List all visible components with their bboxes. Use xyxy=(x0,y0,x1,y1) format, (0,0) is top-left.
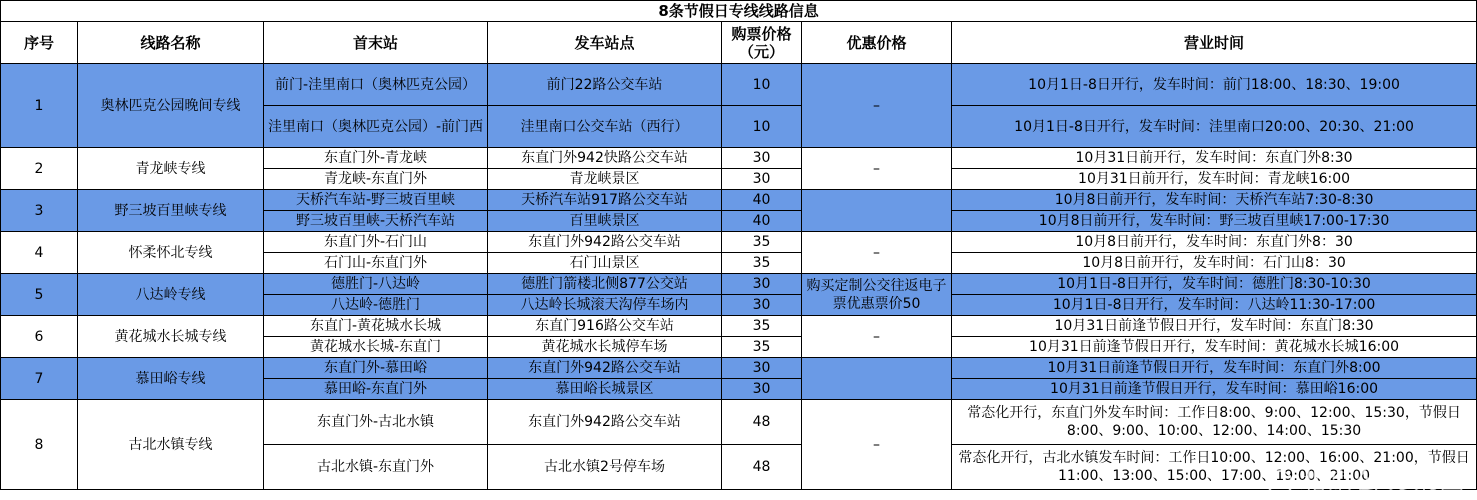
table-row xyxy=(1,148,1477,169)
route-price: 30 xyxy=(722,274,802,295)
table-title: 8条节假日专线线路信息 xyxy=(1,1,1477,22)
route-depart: 黄花城水长城停车场 xyxy=(488,337,722,358)
route-hours: 10月31日前逢节假日开行，发车时间：东直门外8:00 xyxy=(952,358,1477,379)
route-price: 30 xyxy=(722,169,802,190)
route-hours: 10月8日前开行，发车时间：石门山8：30 xyxy=(952,253,1477,274)
route-stations: 青龙峡-东直门外 xyxy=(264,169,488,190)
route-name: 黄花城水长城专线 xyxy=(78,316,264,358)
route-hours: 10月31日前逢节假日开行，发车时间：慕田峪16:00 xyxy=(952,379,1477,400)
route-stations: 黄花城水长城-东直门 xyxy=(264,337,488,358)
route-price: 30 xyxy=(722,295,802,316)
route-discount: – xyxy=(802,148,952,190)
route-depart: 慕田峪长城景区 xyxy=(488,379,722,400)
route-price: 35 xyxy=(722,337,802,358)
route-price: 30 xyxy=(722,379,802,400)
route-depart: 东直门916路公交车站 xyxy=(488,316,722,337)
route-name: 怀柔怀北专线 xyxy=(78,232,264,274)
route-name: 青龙峡专线 xyxy=(78,148,264,190)
route-no: 7 xyxy=(1,358,78,400)
route-depart: 东直门外942快路公交车站 xyxy=(488,148,722,169)
route-depart: 百里峡景区 xyxy=(488,211,722,232)
table-row xyxy=(1,400,1477,445)
route-stations: 八达岭-德胜门 xyxy=(264,295,488,316)
route-name: 古北水镇专线 xyxy=(78,400,264,490)
route-hours: 10月8日前开行，发车时间：野三坡百里峡17:00-17:30 xyxy=(952,211,1477,232)
route-depart: 东直门外942路公交车站 xyxy=(488,358,722,379)
route-discount: – xyxy=(802,232,952,274)
route-discount xyxy=(802,190,952,232)
route-depart: 天桥汽车站917路公交车站 xyxy=(488,190,722,211)
route-price: 30 xyxy=(722,148,802,169)
route-depart: 洼里南口公交车站（西行） xyxy=(488,106,722,148)
route-hours: 10月1日-8日开行，发车时间：德胜门8:30-10:30 xyxy=(952,274,1477,295)
header-no: 序号 xyxy=(1,22,78,64)
table-row xyxy=(1,274,1477,295)
route-stations: 前门-洼里南口（奥林匹克公园） xyxy=(264,64,488,106)
route-price: 35 xyxy=(722,253,802,274)
route-price: 48 xyxy=(722,445,802,490)
route-hours: 10月1日-8日开行，发车时间：前门18:00、18:30、19:00 xyxy=(952,64,1477,106)
route-hours: 10月31日前开行，发车时间：东直门外8:30 xyxy=(952,148,1477,169)
route-stations: 天桥汽车站-野三坡百里峡 xyxy=(264,190,488,211)
route-discount: – xyxy=(802,316,952,358)
route-stations: 东直门外-石门山 xyxy=(264,232,488,253)
route-discount: – xyxy=(802,64,952,148)
route-stations: 德胜门-八达岭 xyxy=(264,274,488,295)
route-price: 35 xyxy=(722,316,802,337)
header-stations: 首末站 xyxy=(264,22,488,64)
route-price: 10 xyxy=(722,106,802,148)
route-name: 奥林匹克公园晚间专线 xyxy=(78,64,264,148)
route-stations: 古北水镇-东直门外 xyxy=(264,445,488,490)
watermark-text: 北京公交集团 xyxy=(1298,467,1467,497)
header-price: 购票价格（元） xyxy=(722,22,802,64)
route-discount: – xyxy=(802,400,952,490)
route-no: 3 xyxy=(1,190,78,232)
table-row xyxy=(1,190,1477,211)
route-hours: 常态化开行，古北水镇发车时间：工作日10:00、12:00、16:00、21:00，节假日11:00、13:00、15:00、17:00、19:00、21:00 xyxy=(952,445,1477,490)
table-row xyxy=(1,232,1477,253)
route-hours: 10月31日前逢节假日开行，发车时间：黄花城水长城16:00 xyxy=(952,337,1477,358)
route-discount: 购买定制公交往返电子票优惠票价50 xyxy=(802,274,952,316)
route-no: 4 xyxy=(1,232,78,274)
table-row xyxy=(1,358,1477,379)
route-stations: 东直门外-慕田峪 xyxy=(264,358,488,379)
route-no: 6 xyxy=(1,316,78,358)
route-hours: 10月8日前开行，发车时间：东直门外8：30 xyxy=(952,232,1477,253)
route-discount xyxy=(802,358,952,400)
route-price: 10 xyxy=(722,64,802,106)
route-hours: 10月31日前开行，发车时间：青龙峡16:00 xyxy=(952,169,1477,190)
route-hours: 常态化开行，东直门外发车时间：工作日8:00、9:00、12:00、15:30，节假日8:00、9:00、10:00、12:00、14:00、15:30 xyxy=(952,400,1477,445)
route-price: 35 xyxy=(722,232,802,253)
route-name: 野三坡百里峡专线 xyxy=(78,190,264,232)
route-hours: 10月1日-8日开行，发车时间：八达岭11:30-17:00 xyxy=(952,295,1477,316)
route-stations: 慕田峪-东直门外 xyxy=(264,379,488,400)
route-no: 1 xyxy=(1,64,78,148)
route-no: 2 xyxy=(1,148,78,190)
table-row xyxy=(1,316,1477,337)
route-stations: 东直门外-青龙峡 xyxy=(264,148,488,169)
header-name: 线路名称 xyxy=(78,22,264,64)
route-price: 40 xyxy=(722,211,802,232)
route-stations: 东直门外-古北水镇 xyxy=(264,400,488,445)
route-price: 40 xyxy=(722,190,802,211)
route-depart: 古北水镇2号停车场 xyxy=(488,445,722,490)
route-hours: 10月8日前开行，发车时间：天桥汽车站7:30-8:30 xyxy=(952,190,1477,211)
route-no: 5 xyxy=(1,274,78,316)
header-depart: 发车站点 xyxy=(488,22,722,64)
route-depart: 东直门外942路公交车站 xyxy=(488,400,722,445)
route-depart: 前门22路公交车站 xyxy=(488,64,722,106)
route-hours: 10月1日-8日开行，发车时间：洼里南口20:00、20:30、21:00 xyxy=(952,106,1477,148)
route-depart: 青龙峡景区 xyxy=(488,169,722,190)
route-depart: 石门山景区 xyxy=(488,253,722,274)
header-hours: 营业时间 xyxy=(952,22,1477,64)
route-hours: 10月31日前逢节假日开行，发车时间：东直门8:30 xyxy=(952,316,1477,337)
header-discount: 优惠价格 xyxy=(802,22,952,64)
route-no: 8 xyxy=(1,400,78,490)
route-stations: 石门山-东直门外 xyxy=(264,253,488,274)
route-name: 慕田峪专线 xyxy=(78,358,264,400)
route-name: 八达岭专线 xyxy=(78,274,264,316)
route-price: 30 xyxy=(722,358,802,379)
route-stations: 洼里南口（奥林匹克公园）-前门西 xyxy=(264,106,488,148)
route-depart: 德胜门箭楼北侧877公交站 xyxy=(488,274,722,295)
route-price: 48 xyxy=(722,400,802,445)
route-depart: 八达岭长城滚天沟停车场内 xyxy=(488,295,722,316)
route-depart: 东直门外942路公交车站 xyxy=(488,232,722,253)
table-row xyxy=(1,64,1477,106)
route-stations: 东直门-黄花城水长城 xyxy=(264,316,488,337)
route-stations: 野三坡百里峡-天桥汽车站 xyxy=(264,211,488,232)
